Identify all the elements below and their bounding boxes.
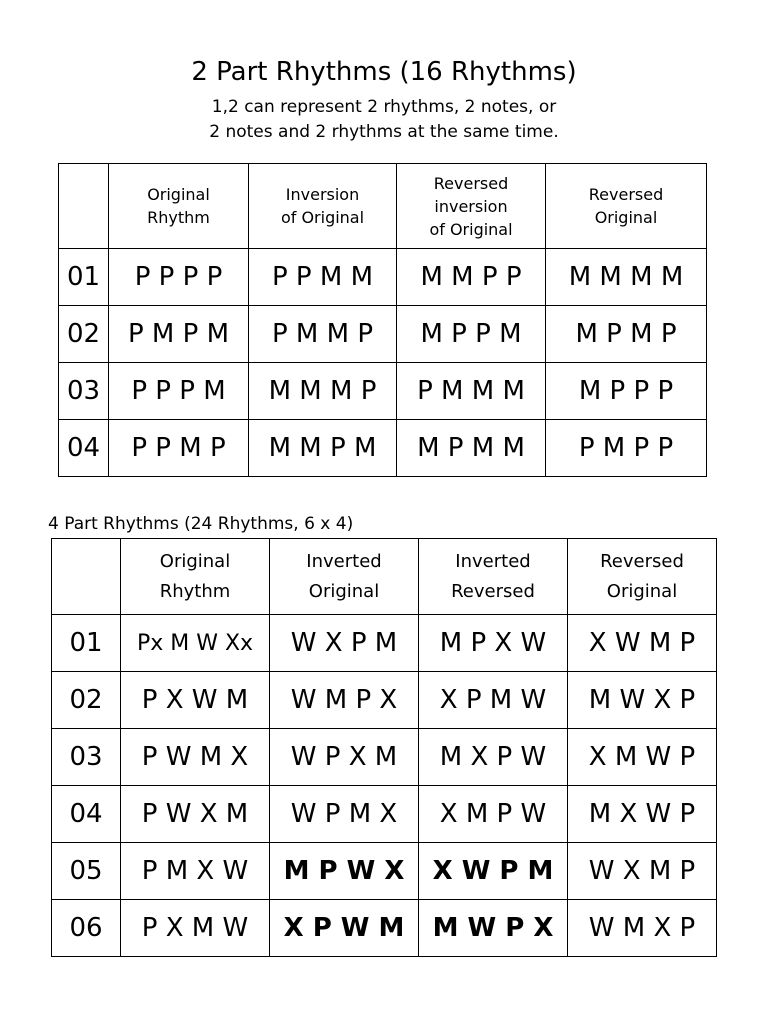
row-number: 03: [59, 363, 109, 420]
table1-corner-cell: [59, 164, 109, 249]
rhythm-cell: M P P M: [397, 306, 546, 363]
row-number: 03: [52, 729, 121, 786]
rhythm-cell: Px M W Xx: [121, 615, 270, 672]
rhythm-cell: P M M M: [397, 363, 546, 420]
row-number: 02: [59, 306, 109, 363]
four-part-rhythm-table: [51, 538, 717, 957]
four-part-rhythms-label: 4 Part Rhythms (24 Rhythms, 6 x 4): [48, 514, 354, 534]
rhythm-cell: X W M P: [568, 615, 717, 672]
rhythm-cell: M M P P: [397, 249, 546, 306]
rhythm-cell: W P M X: [270, 786, 419, 843]
rhythm-cell: M X P W: [419, 729, 568, 786]
rhythm-cell: P X M W: [121, 900, 270, 957]
rhythm-cell: W P X M: [270, 729, 419, 786]
table1-header-reversed-inversion: Reversed inversion of Original: [397, 164, 546, 249]
rhythm-cell: P P P P: [109, 249, 249, 306]
rhythm-cell: P X W M: [121, 672, 270, 729]
rhythm-cell: P M P M: [109, 306, 249, 363]
rhythm-cell: M W X P: [568, 672, 717, 729]
table2-header-inverted-original: Inverted Original: [270, 539, 419, 615]
rhythm-cell: P W M X: [121, 729, 270, 786]
table-row: [59, 363, 707, 420]
table-row: [59, 249, 707, 306]
two-part-rhythm-table: [58, 163, 707, 477]
rhythm-cell: W X M P: [568, 843, 717, 900]
rhythm-cell: P P M P: [109, 420, 249, 477]
rhythm-cell: M P X W: [419, 615, 568, 672]
table1-header-original-rhythm: Original Rhythm: [109, 164, 249, 249]
table1-header-row: [59, 164, 707, 249]
rhythm-cell: M M M M: [546, 249, 707, 306]
rhythm-cell: M M P M: [249, 420, 397, 477]
table2-header-inverted-reversed: Inverted Reversed: [419, 539, 568, 615]
row-number: 02: [52, 672, 121, 729]
rhythm-cell: P W X M: [121, 786, 270, 843]
rhythm-cell: M P M P: [546, 306, 707, 363]
table-row: [52, 843, 717, 900]
rhythm-cell: M P P P: [546, 363, 707, 420]
rhythm-cell-bold: X P W M: [270, 900, 419, 957]
rhythm-cell-bold: M W P X: [419, 900, 568, 957]
rhythm-cell: W X P M: [270, 615, 419, 672]
table-row: [52, 786, 717, 843]
table1-header-inversion: Inversion of Original: [249, 164, 397, 249]
table-row: [52, 615, 717, 672]
subtitle-line-1: 1,2 can represent 2 rhythms, 2 notes, or: [211, 97, 557, 117]
rhythm-cell: P M P P: [546, 420, 707, 477]
table2-header-original-rhythm: Original Rhythm: [121, 539, 270, 615]
rhythm-cell: X M P W: [419, 786, 568, 843]
row-number: 01: [59, 249, 109, 306]
rhythm-cell-bold: M P W X: [270, 843, 419, 900]
page-title: 2 Part Rhythms (16 Rhythms): [191, 57, 577, 87]
row-number: 01: [52, 615, 121, 672]
table1-header-reversed-original: Reversed Original: [546, 164, 707, 249]
rhythm-cell-bold: X W P M: [419, 843, 568, 900]
table-row: [52, 672, 717, 729]
rhythm-cell: P M X W: [121, 843, 270, 900]
rhythm-cell: P P P M: [109, 363, 249, 420]
table2-header-reversed-original: Reversed Original: [568, 539, 717, 615]
table-row: [59, 420, 707, 477]
row-number: 06: [52, 900, 121, 957]
rhythm-cell: X M W P: [568, 729, 717, 786]
subtitle-line-2: 2 notes and 2 rhythms at the same time.: [209, 122, 559, 142]
table2-corner-cell: [52, 539, 121, 615]
row-number: 04: [52, 786, 121, 843]
rhythm-cell: W M X P: [568, 900, 717, 957]
row-number: 05: [52, 843, 121, 900]
row-number: 04: [59, 420, 109, 477]
rhythm-cell: P M M P: [249, 306, 397, 363]
table-row: [52, 900, 717, 957]
rhythm-cell: X P M W: [419, 672, 568, 729]
rhythm-cell: M M M P: [249, 363, 397, 420]
table-row: [59, 306, 707, 363]
rhythm-cell: P P M M: [249, 249, 397, 306]
rhythm-cell: W M P X: [270, 672, 419, 729]
table2-header-row: [52, 539, 717, 615]
rhythm-cell: M P M M: [397, 420, 546, 477]
rhythm-cell: M X W P: [568, 786, 717, 843]
table-row: [52, 729, 717, 786]
